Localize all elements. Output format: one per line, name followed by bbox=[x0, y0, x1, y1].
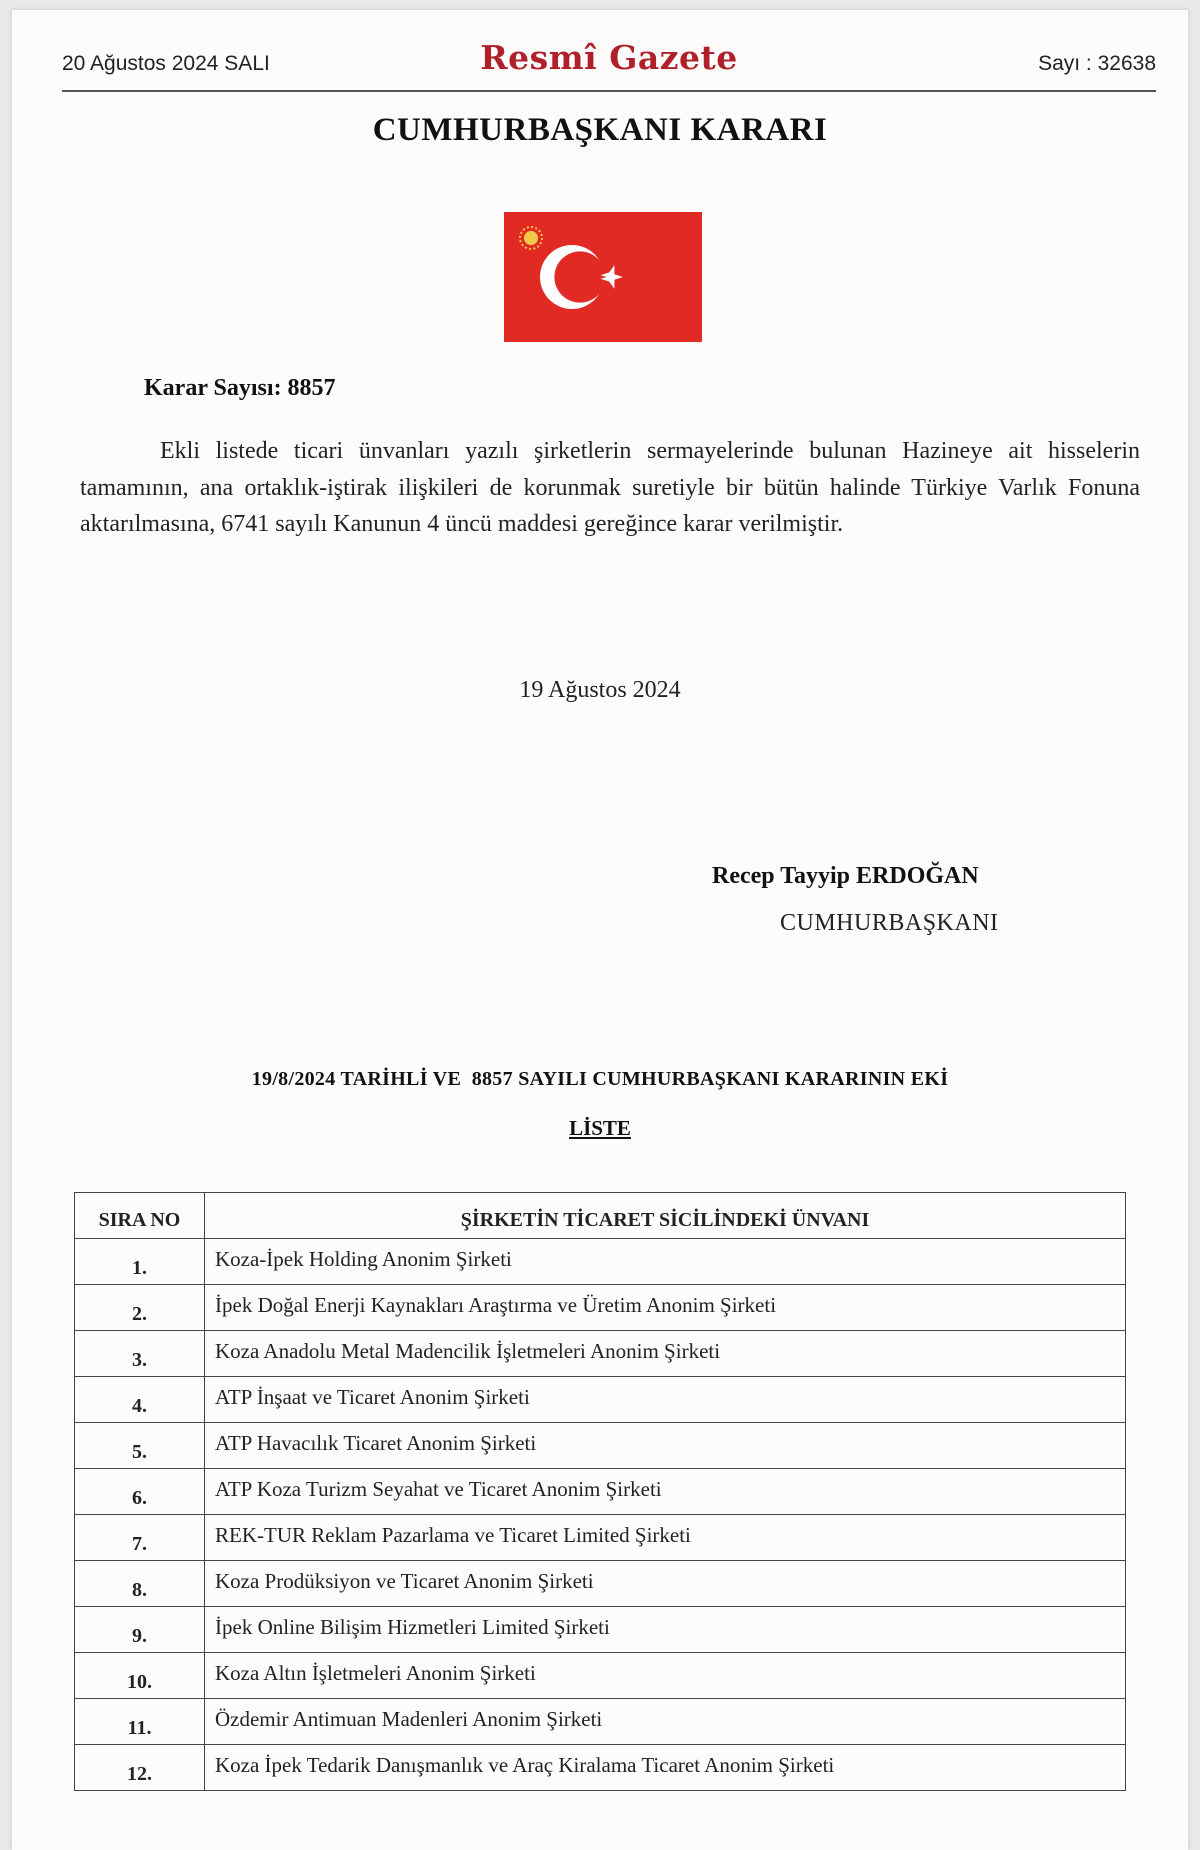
table-row bbox=[75, 1745, 1126, 1791]
company-name: Özdemir Antimuan Madenleri Anonim Şirketi bbox=[205, 1699, 1126, 1745]
row-number: 2. bbox=[75, 1285, 205, 1331]
company-name: Koza Altın İşletmeleri Anonim Şirketi bbox=[205, 1653, 1126, 1699]
annex-list-title: LİSTE bbox=[569, 1116, 631, 1140]
company-name: ATP Havacılık Ticaret Anonim Şirketi bbox=[205, 1423, 1126, 1469]
header-divider bbox=[62, 90, 1156, 92]
row-number: 10. bbox=[75, 1653, 205, 1699]
row-number: 12. bbox=[75, 1745, 205, 1791]
table-row bbox=[75, 1469, 1126, 1515]
company-name: Koza Anadolu Metal Madencilik İşletmeleri Anonim Şirketi bbox=[205, 1331, 1126, 1377]
row-number: 4. bbox=[75, 1377, 205, 1423]
gazette-header bbox=[62, 36, 1156, 86]
table-row bbox=[75, 1699, 1126, 1745]
company-name: ATP Koza Turizm Seyahat ve Ticaret Anonim Şirketi bbox=[205, 1469, 1126, 1515]
signer-title: CUMHURBAŞKANI bbox=[780, 910, 999, 936]
signer-name: Recep Tayyip ERDOĞAN bbox=[712, 863, 979, 889]
row-number: 5. bbox=[75, 1423, 205, 1469]
table-header-row bbox=[75, 1193, 1126, 1239]
document-title: CUMHURBAŞKANI KARARI bbox=[372, 112, 828, 148]
company-name: İpek Doğal Enerji Kaynakları Araştırma ve Üretim Anonim Şirketi bbox=[205, 1285, 1126, 1331]
row-number: 8. bbox=[75, 1561, 205, 1607]
row-number: 6. bbox=[75, 1469, 205, 1515]
company-name: Koza Prodüksiyon ve Ticaret Anonim Şirketi bbox=[205, 1561, 1126, 1607]
decision-body: Ekli listede ticari ünvanları yazılı şirketlerin sermayelerinde bulunan Hazineye ait hisselerin tamamının, ana ortaklık-iştirak ilişkileri de korunmak suretiyle bir bütün halinde Türkiye Varlık Fonuna aktarılmasına, 6741 sayılı Kanunun 4 üncü maddesi gereğince karar verilmiştir. bbox=[80, 438, 1140, 537]
turkish-flag-icon bbox=[504, 212, 702, 342]
annex-heading: 19/8/2024 TARİHLİ VE 8857 SAYILI CUMHURBAŞKANI KARARININ EKİ bbox=[251, 1068, 949, 1090]
row-number: 7. bbox=[75, 1515, 205, 1561]
table-row bbox=[75, 1653, 1126, 1699]
decision-number: Karar Sayısı: 8857 bbox=[144, 375, 336, 401]
row-number: 9. bbox=[75, 1607, 205, 1653]
table-row bbox=[75, 1607, 1126, 1653]
gazette-page bbox=[12, 10, 1188, 1850]
issue-number: Sayı : 32638 bbox=[1038, 52, 1156, 75]
company-table bbox=[74, 1192, 1126, 1791]
table-row bbox=[75, 1561, 1126, 1607]
table-row bbox=[75, 1377, 1126, 1423]
company-name: Koza-İpek Holding Anonim Şirketi bbox=[205, 1239, 1126, 1285]
company-name: İpek Online Bilişim Hizmetleri Limited Şirketi bbox=[205, 1607, 1126, 1653]
row-number: 1. bbox=[75, 1239, 205, 1285]
table-row bbox=[75, 1331, 1126, 1377]
company-name: Koza İpek Tedarik Danışmanlık ve Araç Kiralama Ticaret Anonim Şirketi bbox=[205, 1745, 1126, 1791]
table-row bbox=[75, 1515, 1126, 1561]
gazette-title: Resmî Gazete bbox=[480, 38, 738, 77]
table-row bbox=[75, 1423, 1126, 1469]
column-header-name: ŞİRKETİN TİCARET SİCİLİNDEKİ ÜNVANI bbox=[205, 1193, 1126, 1239]
decision-date: 19 Ağustos 2024 bbox=[519, 677, 681, 703]
company-name: REK-TUR Reklam Pazarlama ve Ticaret Limited Şirketi bbox=[205, 1515, 1126, 1561]
header-date: 20 Ağustos 2024 SALI bbox=[62, 52, 270, 75]
column-header-no: SIRA NO bbox=[75, 1193, 205, 1239]
row-number: 11. bbox=[75, 1699, 205, 1745]
table-row bbox=[75, 1285, 1126, 1331]
table-row bbox=[75, 1239, 1126, 1285]
company-name: ATP İnşaat ve Ticaret Anonim Şirketi bbox=[205, 1377, 1126, 1423]
row-number: 3. bbox=[75, 1331, 205, 1377]
